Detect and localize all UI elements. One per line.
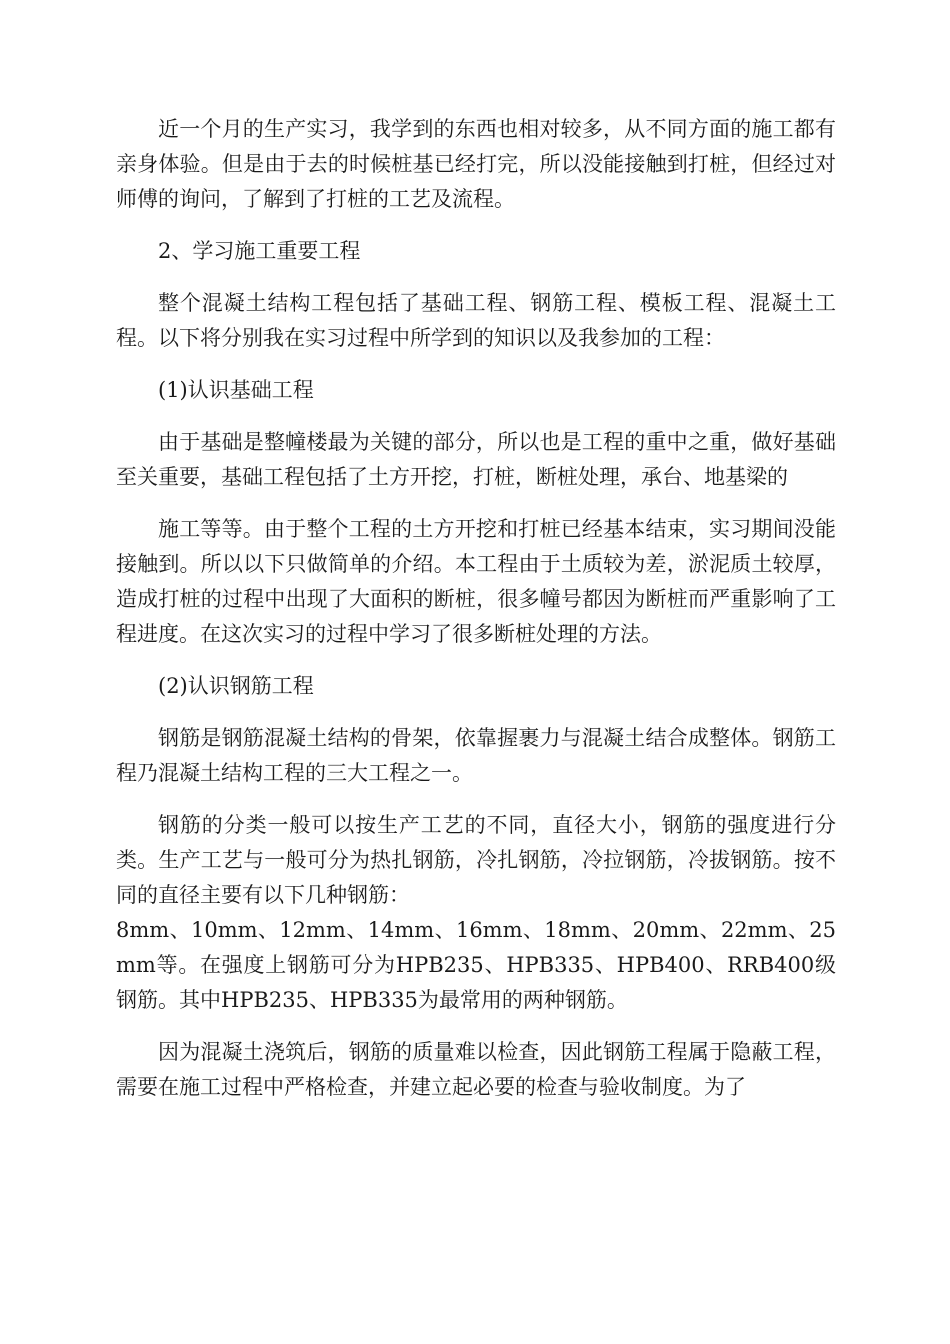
subheading-foundation-works: (1)认识基础工程 (158, 378, 314, 402)
paragraph-internship-summary: 近一个月的生产实习，我学到的东西也相对较多，从不同方面的施工都有亲身体验。但是由于去的时候桩基已经打完，所以没能接触到打桩，但经过对师傅的询问，了解到了打桩的工艺及流程。 (116, 117, 836, 211)
paragraph-rebar-intro: 钢筋是钢筋混凝土结构的骨架，依靠握裹力与混凝土结合成整体。钢筋工程乃混凝土结构工程的三大工程之一。 (116, 726, 836, 785)
paragraph-rebar-diameters: 8mm、10mm、12mm、14mm、16mm、18mm、20mm、22mm、25mm等。在强度上钢筋可分为HPB235、HPB335、HPB400、RRB400级钢筋。其中HPB235、HPB335为最常用的两种钢筋。 (116, 918, 836, 1012)
paragraph-foundation-intro: 由于基础是整幢楼最为关键的部分，所以也是工程的重中之重，做好基础至关重要，基础工程包括了土方开挖，打桩，断桩处理，承台、地基梁的 (116, 430, 836, 489)
section-heading-construction-works: 2、学习施工重要工程 (158, 239, 361, 263)
paragraph-rebar-classification: 钢筋的分类一般可以按生产工艺的不同，直径大小，钢筋的强度进行分类。生产工艺与一般可分为热扎钢筋，冷扎钢筋，冷拉钢筋，冷拔钢筋。按不同的直径主要有以下几种钢筋： (116, 813, 836, 907)
paragraph-rebar-inspection: 因为混凝土浇筑后，钢筋的质量难以检查，因此钢筋工程属于隐蔽工程，需要在施工过程中严格检查，并建立起必要的检查与验收制度。为了 (116, 1040, 836, 1099)
subheading-rebar-works: (2)认识钢筋工程 (158, 674, 314, 698)
paragraph-foundation-details: 施工等等。由于整个工程的土方开挖和打桩已经基本结束，实习期间没能接触到。所以以下只做简单的介绍。本工程由于土质较为差，淤泥质土较厚，造成打桩的过程中出现了大面积的断桩，很多幢号都因为断桩而严重影响了工程进度。在这次实习的过程中学习了很多断桩处理的方法。 (116, 517, 836, 646)
document-body (116, 112, 836, 1122)
paragraph-structure-overview: 整个混凝土结构工程包括了基础工程、钢筋工程、模板工程、混凝土工程。以下将分别我在实习过程中所学到的知识以及我参加的工程： (116, 291, 836, 350)
